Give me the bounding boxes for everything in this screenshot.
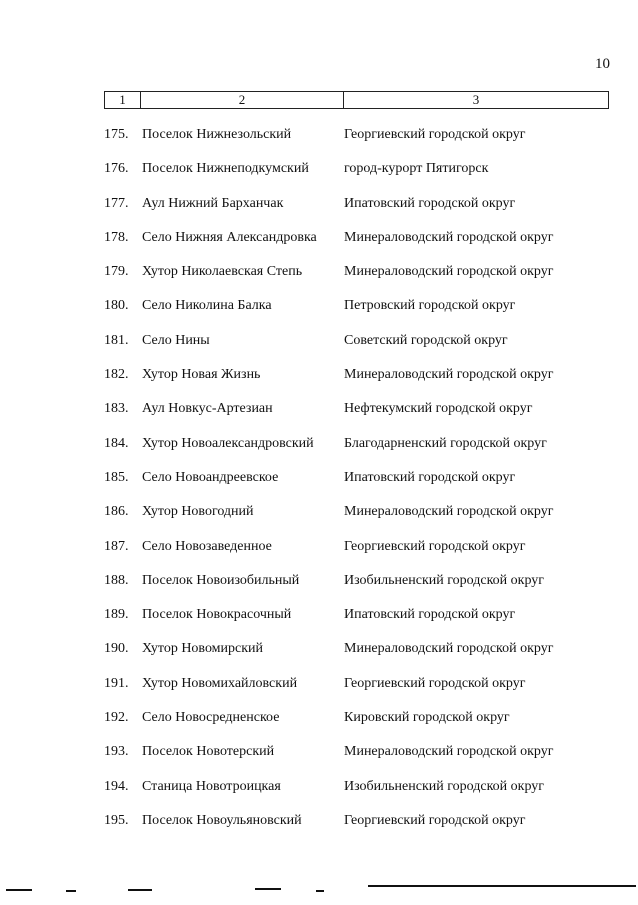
settlement-name: Хутор Новомирский [142, 641, 264, 657]
settlement-list [0, 118, 638, 838]
district-name: Минераловодский городской округ [344, 229, 554, 245]
row-number: 175. [104, 127, 129, 142]
row-number: 176. [104, 161, 129, 177]
table-header [104, 91, 609, 109]
scan-artifact [66, 890, 76, 892]
table-row [0, 255, 638, 289]
table-row [0, 427, 638, 461]
settlement-name: Поселок Новокрасочный [142, 607, 292, 623]
table-row [0, 804, 638, 838]
row-number: 191. [104, 675, 129, 691]
table-row [0, 667, 638, 701]
scan-artifact [128, 889, 152, 891]
settlement-name: Хутор Новомихайловский [142, 675, 298, 691]
district-name: Петровский городской округ [344, 298, 516, 314]
district-name: Георгиевский городской округ [344, 538, 526, 554]
row-number: 180. [104, 298, 129, 314]
table-row [0, 598, 638, 632]
scan-artifact [6, 889, 32, 891]
settlement-name: Поселок Нижнезольский [142, 127, 292, 142]
district-name: Георгиевский городской округ [344, 812, 526, 828]
settlement-name: Поселок Новоизобильный [142, 572, 300, 588]
row-number: 181. [104, 332, 129, 348]
row-number: 189. [104, 607, 129, 623]
district-name: Кировский городской округ [344, 710, 510, 726]
settlement-name: Хутор Новогодний [142, 504, 254, 520]
settlement-name: Село Новосредненское [142, 710, 280, 726]
row-number: 177. [104, 195, 129, 211]
settlement-name: Поселок Новоульяновский [142, 812, 302, 828]
row-number: 184. [104, 435, 129, 451]
table-row [0, 701, 638, 735]
settlement-name: Хутор Новоалександровский [142, 435, 314, 451]
table-row [0, 221, 638, 255]
settlement-name: Станица Новотроицкая [142, 778, 281, 794]
row-number: 192. [104, 710, 129, 726]
table-row [0, 495, 638, 529]
district-name: Минераловодский городской округ [344, 641, 554, 657]
settlement-name: Поселок Нижнеподкумский [142, 161, 309, 177]
table-row [0, 118, 638, 152]
district-name: Георгиевский городской округ [344, 675, 526, 691]
settlement-name: Поселок Новотерский [142, 744, 275, 760]
district-name: Изобильненский городской округ [344, 778, 545, 794]
settlement-name: Село Нижняя Александровка [142, 229, 317, 245]
header-col-2: 2 [141, 92, 344, 108]
table-row [0, 358, 638, 392]
district-name: Ипатовский городской округ [344, 195, 516, 211]
settlement-name: Хутор Николаевская Степь [142, 264, 303, 280]
settlement-name: Село Николина Балка [142, 298, 272, 314]
row-number: 186. [104, 504, 129, 520]
district-name: Георгиевский городской округ [344, 127, 526, 142]
district-name: город-курорт Пятигорск [344, 161, 489, 177]
table-row [0, 735, 638, 769]
scan-artifact [255, 888, 281, 890]
table-row [0, 392, 638, 426]
row-number: 195. [104, 812, 129, 828]
row-number: 182. [104, 367, 129, 383]
table-row [0, 461, 638, 495]
settlement-name: Село Новозаведенное [142, 538, 272, 554]
district-name: Минераловодский городской округ [344, 367, 554, 383]
settlement-name: Село Новоандреевское [142, 469, 279, 485]
row-number: 183. [104, 401, 129, 417]
row-number: 185. [104, 469, 129, 485]
row-number: 194. [104, 778, 129, 794]
district-name: Ипатовский городской округ [344, 469, 516, 485]
district-name: Ипатовский городской округ [344, 607, 516, 623]
header-col-1: 1 [105, 92, 141, 108]
table-row [0, 564, 638, 598]
district-name: Минераловодский городской округ [344, 504, 554, 520]
table-row [0, 289, 638, 323]
row-number: 187. [104, 538, 129, 554]
settlement-name: Село Нины [142, 332, 210, 348]
scan-artifact [316, 890, 324, 892]
scan-artifact [368, 885, 636, 887]
table-row [0, 187, 638, 221]
district-name: Изобильненский городской округ [344, 572, 545, 588]
table-row [0, 152, 638, 186]
page-number: 10 [595, 56, 610, 72]
district-name: Минераловодский городской округ [344, 264, 554, 280]
row-number: 178. [104, 229, 129, 245]
settlement-name: Аул Нижний Барханчак [142, 195, 284, 211]
header-col-3: 3 [472, 92, 480, 107]
table-row [0, 632, 638, 666]
district-name: Благодарненский городской округ [344, 435, 547, 451]
row-number: 179. [104, 264, 129, 280]
row-number: 193. [104, 744, 129, 760]
settlement-name: Хутор Новая Жизнь [142, 367, 261, 383]
district-name: Минераловодский городской округ [344, 744, 554, 760]
table-row [0, 530, 638, 564]
district-name: Нефтекумский городской округ [344, 401, 533, 417]
row-number: 190. [104, 641, 129, 657]
table-row [0, 770, 638, 804]
settlement-name: Аул Новкус-Артезиан [142, 401, 273, 417]
table-row [0, 324, 638, 358]
row-number: 188. [104, 572, 129, 588]
district-name: Советский городской округ [344, 332, 508, 348]
